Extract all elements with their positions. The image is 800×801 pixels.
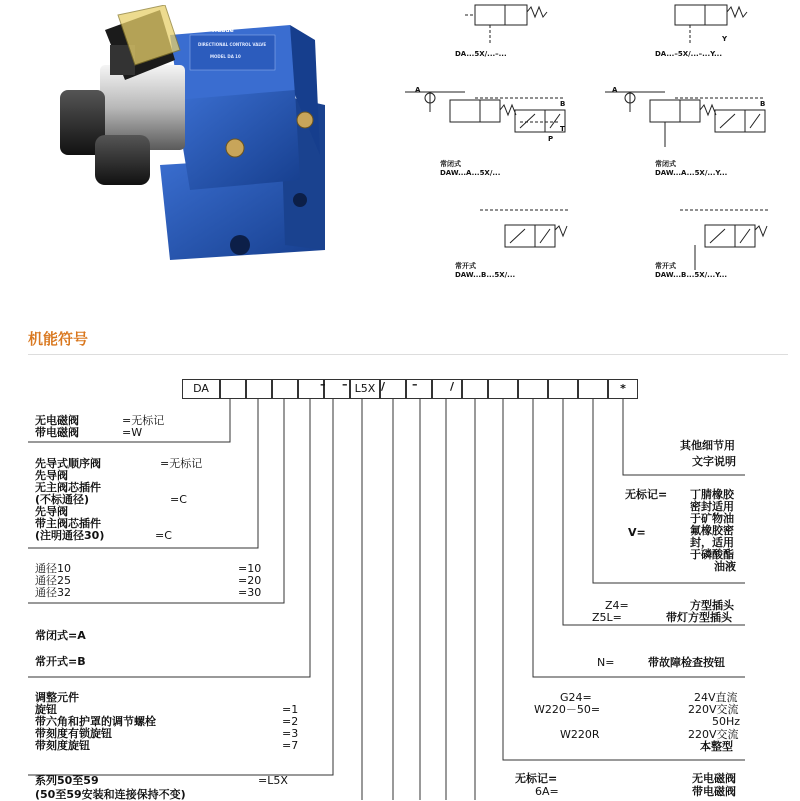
code-star: * — [608, 379, 638, 399]
g2-val1: =无标记 — [160, 457, 203, 470]
code-prefix: DA — [182, 379, 220, 399]
caption-bot-left-2: DAW...B...5X/... — [455, 271, 516, 279]
g5-line3: 带六角和护罩的调节螺栓 — [35, 715, 156, 728]
g1-line1: 无电磁阀 — [35, 414, 79, 427]
g5-val3: =3 — [282, 727, 299, 740]
code-slash-1: / — [381, 380, 386, 393]
seal-text-1: 丁腈橡胶 — [690, 488, 734, 501]
caption-mid-right-2: DAW...A...5X/...Y... — [655, 169, 728, 177]
volt-val-1: 24V直流 — [694, 691, 738, 704]
g5-line5: 带刻度旋钮 — [35, 739, 90, 752]
valve-brand: Huade — [212, 27, 234, 34]
volt-val-5: 本整型 — [700, 740, 733, 753]
g3-val1: =10 — [238, 562, 262, 575]
volt-val-2: 220V交流 — [688, 703, 739, 716]
code-dash-1: – — [320, 378, 326, 391]
n-val: 带故障检查按钮 — [648, 656, 725, 669]
g3-val2: =20 — [238, 574, 262, 587]
g2-line2: 先导阀 — [35, 469, 68, 482]
port-a-left: A — [415, 86, 421, 94]
volt-val-3: 50Hz — [712, 715, 741, 728]
g5-line1: 调整元件 — [35, 691, 79, 704]
g5-line4: 带刻度有锁旋钮 — [35, 727, 112, 740]
g4-line1: 常闭式=A — [35, 629, 86, 642]
g2-line4: (不标通径) — [35, 493, 90, 506]
valve-label: DIRECTIONAL CONTROL VALVE — [198, 42, 267, 47]
g3-line1: 通径10 — [35, 562, 71, 575]
g6-line2: (50至59安装和连接保持不变) — [35, 788, 186, 801]
g3-line3: 通径32 — [35, 586, 71, 599]
last-key-1: 无标记= — [515, 772, 558, 785]
g5-val2: =2 — [282, 715, 299, 728]
caption-bot-right-1: 常开式 — [655, 262, 676, 270]
g2-line3: 无主阀芯插件 — [35, 481, 101, 494]
g6-val: =L5X — [258, 774, 288, 787]
port-b-right: B — [760, 100, 766, 108]
g2-line7: (注明通径30) — [35, 529, 105, 542]
caption-mid-left-1: 常闭式 — [440, 160, 461, 168]
volt-key-2: W220－50= — [534, 703, 601, 716]
g6-line1: 系列50至59 — [35, 774, 99, 787]
g5-val4: =7 — [282, 739, 299, 752]
last-val-1: 无电磁阀 — [692, 772, 736, 785]
last-key-2: 6A= — [535, 785, 559, 798]
plug-val-2: 带灯方型插头 — [666, 611, 732, 624]
port-b-left: B — [560, 100, 566, 108]
g5-val1: =1 — [282, 703, 299, 716]
seal-text-7: 油液 — [714, 560, 736, 573]
seal-text-3: 于矿物油 — [690, 512, 734, 525]
caption-top-left: DA...5X/...–... — [455, 50, 507, 58]
code-dash-3: – — [412, 378, 418, 391]
code-dash-2: – — [342, 378, 348, 391]
g1-line2: 带电磁阀 — [35, 426, 79, 439]
valve-model: MODEL DA 10 — [210, 54, 241, 59]
g2-line6: 带主阀芯插件 — [35, 517, 101, 530]
seal-key-1: 无标记= — [625, 488, 668, 501]
volt-key-4: W220R — [560, 728, 600, 741]
g4-line2: 常开式=B — [35, 655, 86, 668]
seal-text-6: 于磷酸酯 — [690, 548, 734, 561]
seal-key-2: V= — [628, 526, 646, 539]
port-p-left: P — [548, 135, 554, 143]
code-series: L5X — [350, 379, 380, 399]
volt-key-1: G24= — [560, 691, 592, 704]
caption-bot-right-2: DAW...B...5X/...Y... — [655, 271, 728, 279]
plug-val-1: 方型插头 — [690, 599, 734, 612]
g2-val3: =C — [155, 529, 172, 542]
caption-bot-left-1: 常开式 — [455, 262, 476, 270]
volt-val-4: 220V交流 — [688, 728, 739, 741]
g5-line2: 旋钮 — [35, 703, 57, 716]
port-y-top: Y — [722, 35, 728, 43]
plug-key-1: Z4= — [605, 599, 629, 612]
code-slash-2: / — [450, 380, 455, 393]
caption-mid-right-1: 常闭式 — [655, 160, 676, 168]
port-t-left: T — [560, 125, 565, 133]
port-a-right: A — [612, 86, 618, 94]
last-val-2: 带电磁阀 — [692, 785, 736, 798]
other-details-1: 其他细节用 — [680, 439, 735, 452]
g1-val1: =无标记 — [122, 414, 165, 427]
n-key: N= — [597, 656, 615, 669]
plug-key-2: Z5L= — [592, 611, 622, 624]
g2-line5: 先导阀 — [35, 505, 68, 518]
g2-line1: 先导式顺序阀 — [35, 457, 101, 470]
caption-mid-left-2: DAW...A...5X/... — [440, 169, 501, 177]
g2-val2: =C — [170, 493, 187, 506]
g3-val3: =30 — [238, 586, 262, 599]
seal-text-4: 氟橡胶密 — [690, 524, 734, 537]
other-details-2: 文字说明 — [692, 455, 736, 468]
g3-line2: 通径25 — [35, 574, 71, 587]
seal-text-5: 封，适用 — [690, 536, 734, 549]
section-title: 机能符号 — [28, 330, 89, 348]
seal-text-2: 密封适用 — [690, 500, 734, 513]
g1-val2: =W — [122, 426, 143, 439]
caption-top-right: DA...–5X/...–...Y... — [655, 50, 723, 58]
